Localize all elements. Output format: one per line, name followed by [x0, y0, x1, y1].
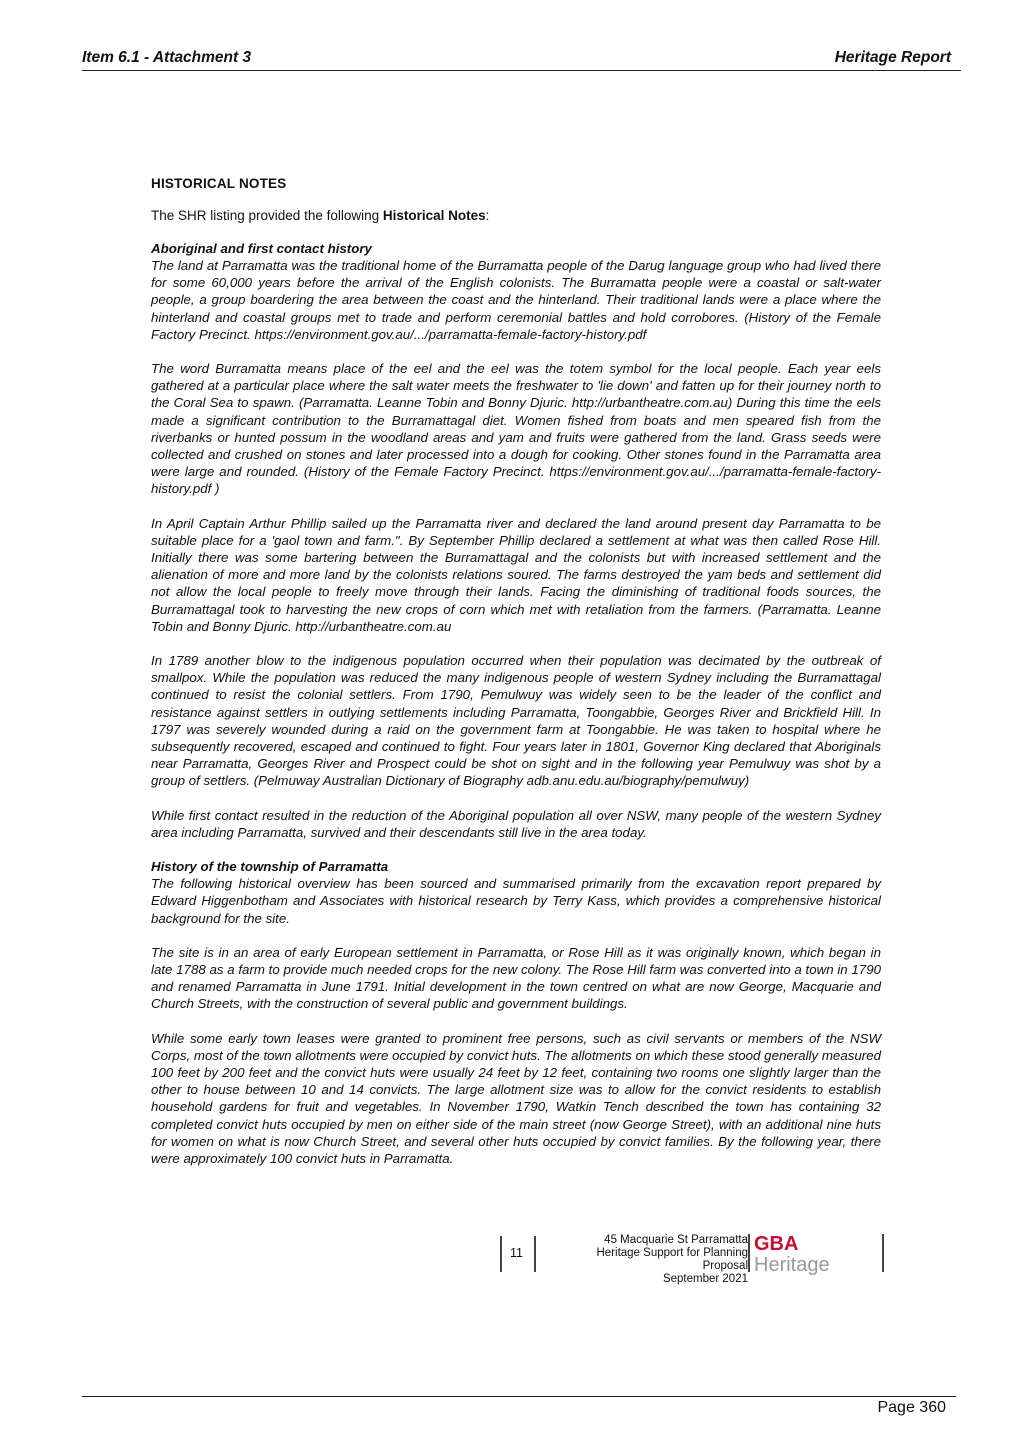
subheading-township-history: History of the township of Parramatta: [151, 859, 389, 875]
page-number-label: Page 360: [877, 1399, 946, 1416]
paragraph: While some early town leases were granted to prominent free persons, such as civil servants or members of the NSW Corps, most of the town allotments were occupied by convict huts. The allotments on which these stood generally measured 100 feet by 200 feet and the convict huts were usually 24 feet by 12 feet, containing two rooms one slightly larger than the other to house between 10 and 14 convicts. The large allotment size was to allow for the convict residents to establish household gardens for fruit and vegetables. In November 1790, Watkin Tench described the town has containing 32 completed convict huts occupied by men on either side of the main street (now George Street), with an additional nine huts for women on what is now Church Street, and several other huts occupied by convict families. By the following year, there were approximately 100 convict huts in Parramatta.: [151, 1030, 881, 1166]
footer-divider: [748, 1234, 750, 1272]
footer-divider: [500, 1236, 502, 1272]
header-attachment-label: Item 6.1 - Attachment 3: [82, 49, 252, 66]
report-footer: [500, 1232, 886, 1294]
intro-line: [151, 208, 881, 223]
footer-rule: [82, 1396, 956, 1397]
heritage-logo-text: Heritage: [754, 1254, 830, 1276]
paragraph: The land at Parramatta was the traditional home of the Burramatta people of the Darug language group who had lived there for some 60,000 years before the arrival of the English colonists. The Burramatta people were a coastal or salt-water people, a group boardering the area between the coast and the hinterland. Their traditional lands were a place where the hinterland and coastal groups met to trade and perform ceremonial battles and hold corrobores. (History of the Female Factory Precinct. https://environment.gov.au/.../parramatta-female-factory-history.pdf: [151, 258, 881, 342]
intro-colon: :: [485, 208, 490, 223]
section-title: HISTORICAL NOTES: [151, 176, 287, 191]
paragraph: In April Captain Arthur Phillip sailed up the Parramatta river and declared the land around present day Parramatta to be suitable place for a 'gaol town and farm.". By September Phillip declared a settlement at what was then called Rose Hill. Initially there was some bartering between the Burramattagal and the colonists but with increased settlement and the alienation of more and more land by the colonists relations soured. The farms destroyed the yam beds and settlement did not allow the local people to freely move through their lands. Facing the diminishing of traditional foods sources, the Burramattagal took to harvesting the new crops of corn which met with retaliation from the farmers. (Parramatta. Leanne Tobin and Bonny Djuric. http://urbantheatre.com.au: [151, 515, 881, 634]
subheading-aboriginal-history: Aboriginal and first contact history: [151, 241, 372, 256]
paragraph: The word Burramatta means place of the eel and the eel was the totem symbol for the local people. Each year eels gathered at a particular place where the salt water meets the freshwater to 'lie down' and fatten up for their journey north to the Coral Sea to spawn. (Parramatta. Leanne Tobin and Bonny Djuric. http://urbantheatre.com.au) During this time the eels made a significant contribution to the Burramattagal diet. Women fished from boats and men speared fish from the riverbanks or hunted possum in the woodland areas and yam and fruits were gathered from the land. Grass seeds were collected and crushed on stones and later processed into a dough for cooking. Other stones found in the Parramatta area were large and rounded. (History of the Female Factory Precinct. https://environment.gov.au/.../parramatta-female-factory-history.pdf ): [151, 361, 881, 497]
header-report-title: Heritage Report: [834, 49, 951, 66]
gba-logo-text: GBA: [754, 1233, 799, 1255]
paragraph: The site is in an area of early European settlement in Parramatta, or Rose Hill as it was originally known, which began in late 1788 as a farm to provide much needed crops for the new colony. The Rose Hill farm was converted into a town in 1790 and renamed Parramatta in June 1791. Initial development in the town centred on what are now George, Macquarie and Church Streets, with the construction of several public and government buildings.: [151, 944, 881, 1012]
footer-address-line: Heritage Support for Planning: [596, 1247, 748, 1259]
footer-address-line: Proposal: [702, 1260, 748, 1272]
paragraph: The following historical overview has been sourced and summarised primarily from the excavation report prepared by Edward Higgenbotham and Associates with historical research by Terry Kass, which provides a comprehensive historical background for the site.: [151, 876, 881, 926]
document-body: [151, 176, 881, 1184]
paragraph: While first contact resulted in the reduction of the Aboriginal population all over NSW, many people of the western Sydney area including Parramatta, survived and their descendants still live in the area today.: [151, 807, 881, 840]
footer-address-line: 45 Macquarie St Parramatta: [604, 1234, 748, 1246]
paragraph: In 1789 another blow to the indigenous population occurred when their population was decimated by the outbreak of smallpox. While the population was reduced the many indigenous people of western Sydney including the Burramattagal continued to resist the colonial settlers. From 1790, Pemulwuy was widely seen to be the leader of the conflict and resistance against settlers in outlying settlements including Parramatta, Toongabbie, Georges River and Brickfield Hill. In 1797 was severely wounded during a raid on the government farm at Toongabbie. He was taken to hospital where he subsequently recovered, escaped and continued to fight. Four years later in 1801, Governor King declared that Aboriginals near Parramatta, Georges River and Prospect could be shot on sight and in the following year Pemulwuy was shot by a group of settlers. (Pelmuway Australian Dictionary of Biography adb.anu.edu.au/biography/pemulwuy): [151, 653, 881, 789]
intro-bold-text: Historical Notes: [382, 208, 486, 223]
footer-divider: [882, 1234, 884, 1272]
footer-date: September 2021: [662, 1273, 748, 1285]
footer-divider: [534, 1236, 536, 1272]
page-header: [82, 48, 961, 71]
footer-address: [548, 1234, 748, 1286]
intro-text: The SHR listing provided the following: [151, 208, 383, 223]
report-page-number: 11: [510, 1246, 523, 1260]
